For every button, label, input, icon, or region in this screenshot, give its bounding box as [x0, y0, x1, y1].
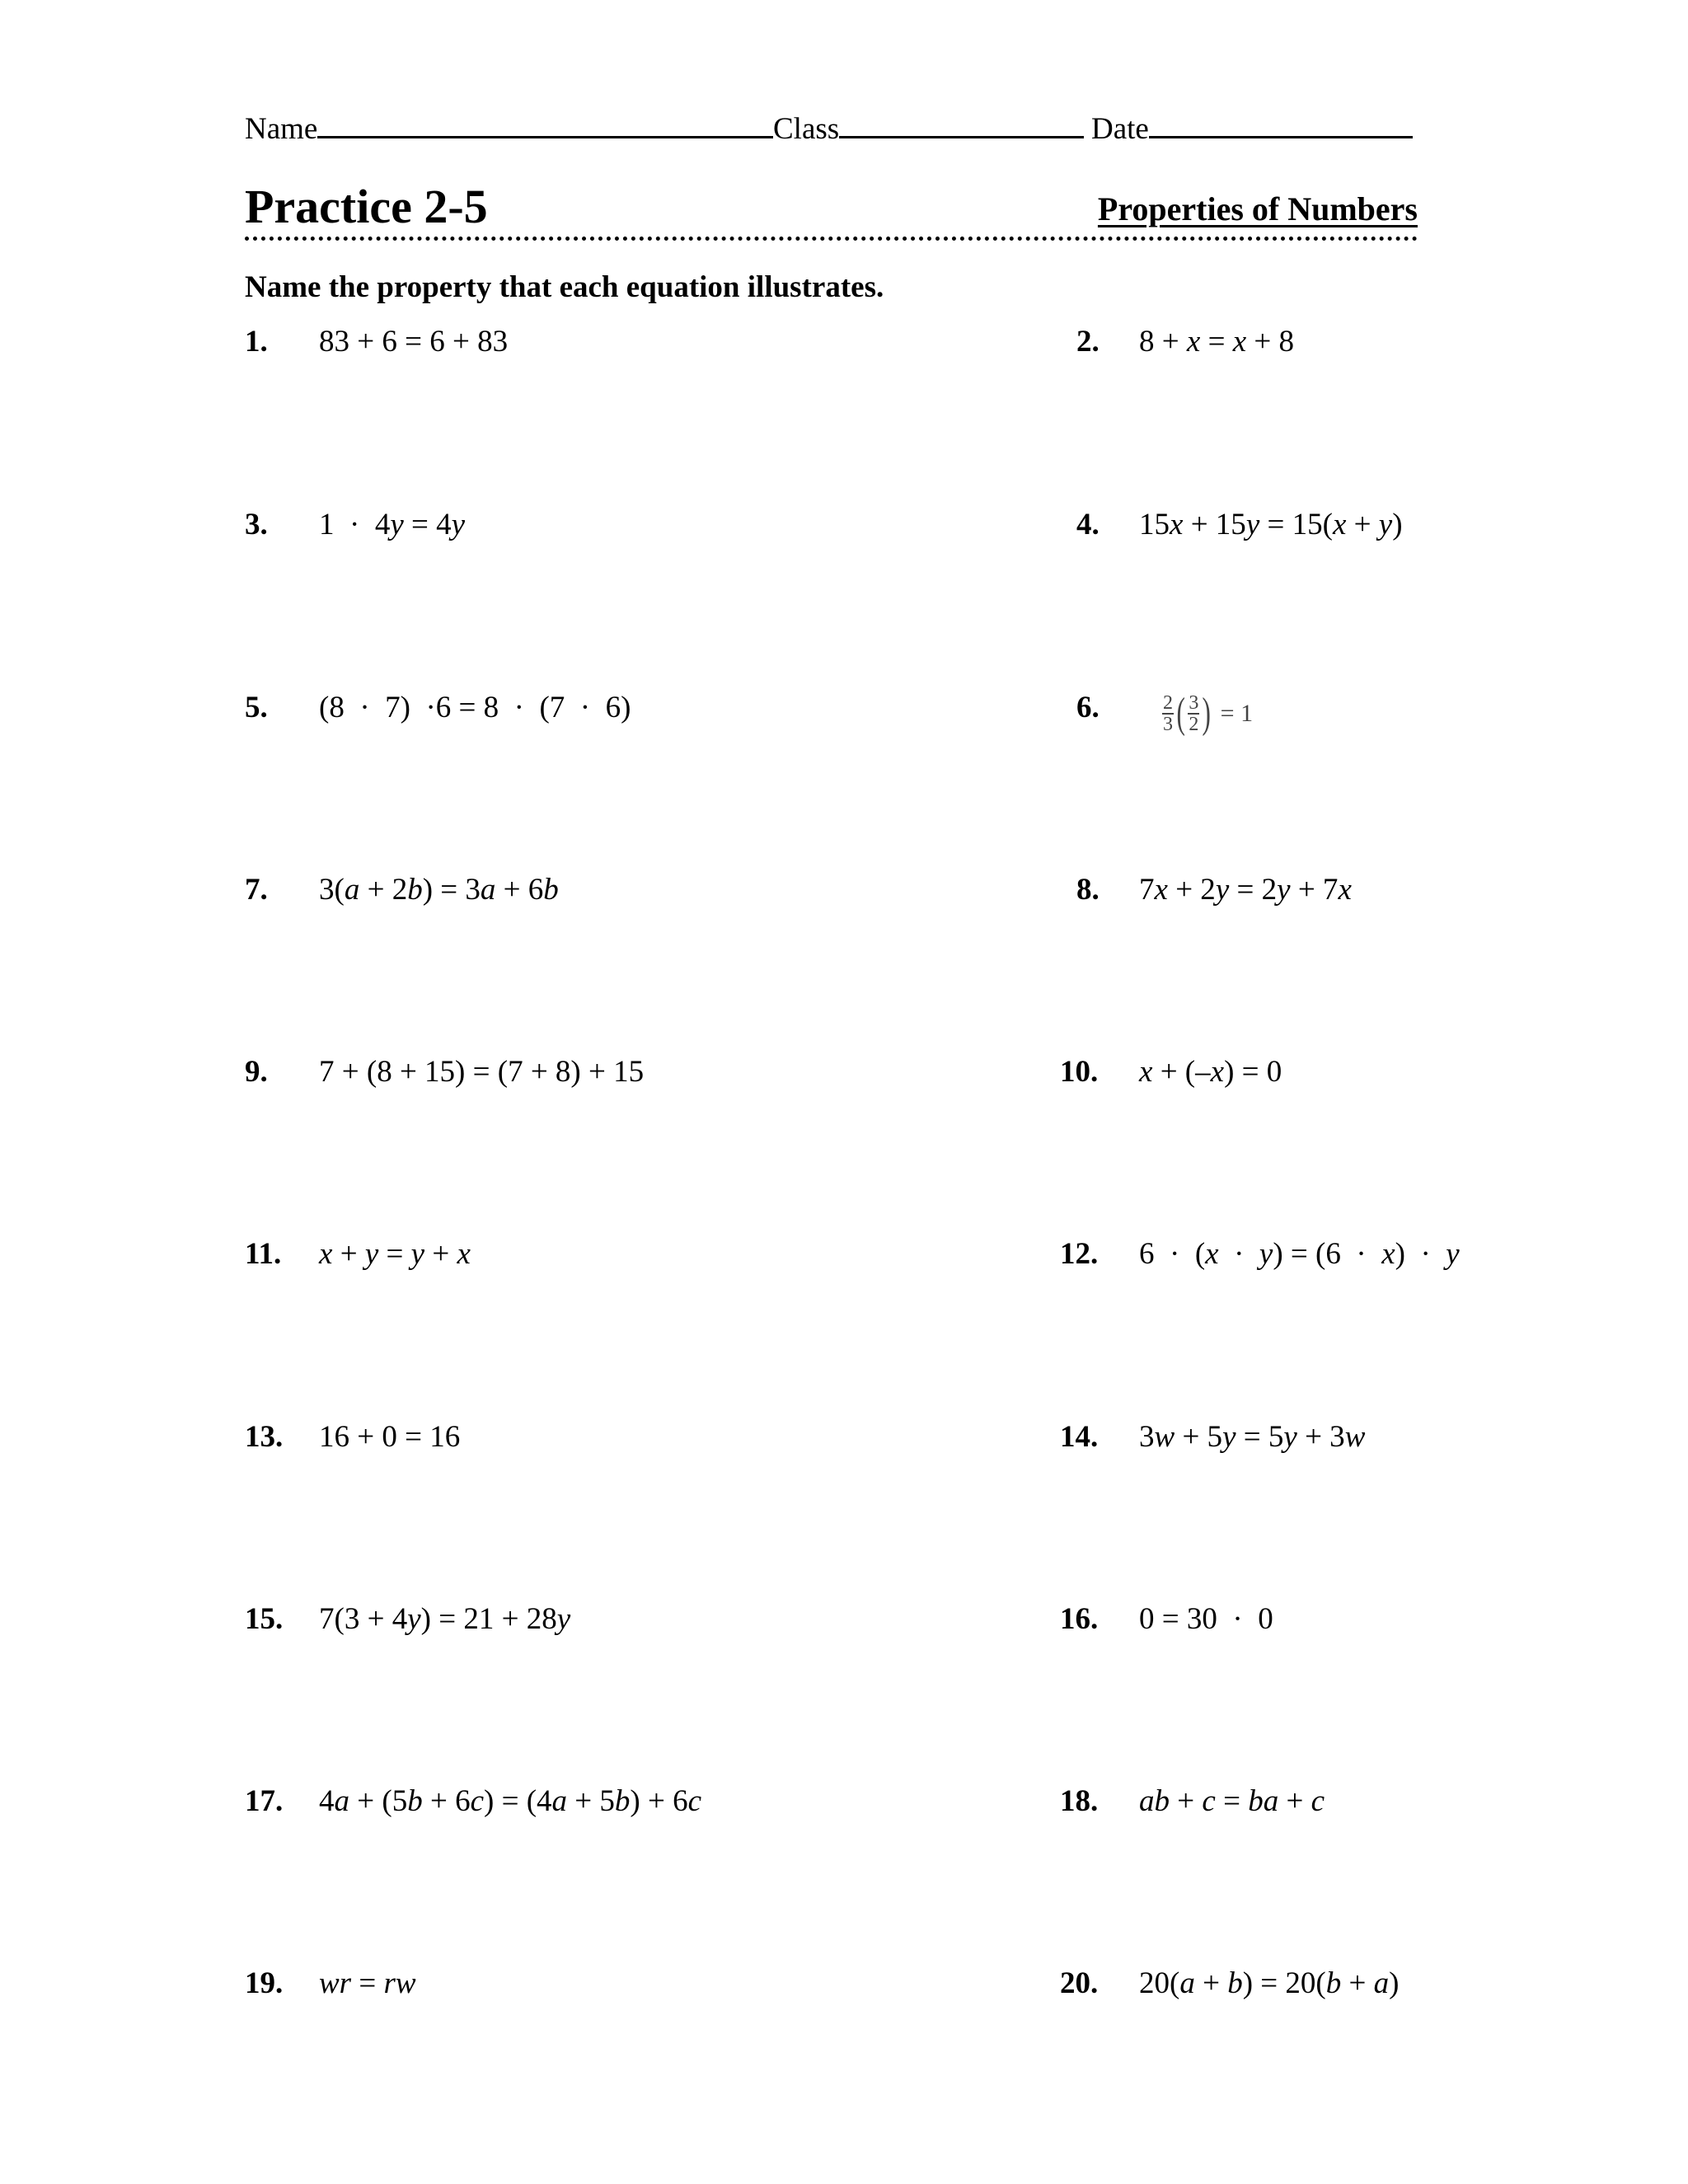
- problem-number: 10.: [1060, 1055, 1099, 1089]
- problem-number: 6.: [1076, 691, 1100, 724]
- problem-equation: 7(3 + 4y) = 21 + 28y: [319, 1602, 571, 1636]
- name-label: Name: [245, 112, 318, 146]
- problem-equation: 15x + 15y = 15(x + y): [1139, 508, 1403, 541]
- problem-equation: 4a + (5b + 6c) = (4a + 5b) + 6c: [319, 1784, 702, 1818]
- problem-equation: 7x + 2y = 2y + 7x: [1139, 873, 1352, 907]
- problem-equation: 7 + (8 + 15) = (7 + 8) + 15: [319, 1055, 645, 1089]
- problem-number: 18.: [1060, 1784, 1099, 1818]
- problem-equation: 8 + x = x + 8: [1139, 325, 1294, 359]
- problem-equation: 1 · 4y = 4y: [319, 508, 466, 541]
- problem-number: 12.: [1060, 1237, 1099, 1271]
- page-subtitle: Properties of Numbers: [1097, 190, 1418, 227]
- problem-number: 13.: [245, 1420, 284, 1454]
- instructions: Name the property that each equation illustrates.: [245, 270, 884, 304]
- date-blank-line[interactable]: [1149, 135, 1413, 138]
- problem-number: 20.: [1060, 1966, 1099, 2000]
- problem-equation: 83 + 6 = 6 + 83: [319, 325, 509, 359]
- class-blank-line[interactable]: [839, 135, 1084, 138]
- problem-equation: (8 · 7) ·6 = 8 · (7 · 6): [319, 691, 631, 724]
- problem-equation: x + (–x) = 0: [1139, 1055, 1282, 1089]
- problem-equation: 3w + 5y = 5y + 3w: [1139, 1420, 1366, 1454]
- fraction-rhs: = 1: [1220, 700, 1254, 727]
- problem-number: 15.: [245, 1602, 284, 1636]
- problem-number: 4.: [1076, 508, 1100, 541]
- class-label: Class: [773, 112, 840, 146]
- problem-number: 2.: [1076, 325, 1100, 359]
- problem-equation: [1162, 692, 1253, 743]
- problem-number: 19.: [245, 1966, 284, 2000]
- problem-equation: 0 = 30 · 0: [1139, 1602, 1273, 1636]
- problem-equation: wr = rw: [319, 1966, 416, 2000]
- page-title: Practice 2-5: [245, 180, 488, 233]
- problem-number: 9.: [245, 1055, 268, 1089]
- problem-equation: ab + c = ba + c: [1139, 1784, 1325, 1818]
- dotted-divider: [245, 237, 1418, 241]
- date-label: Date: [1091, 112, 1149, 146]
- problem-number: 5.: [245, 691, 268, 724]
- problem-number: 16.: [1060, 1602, 1099, 1636]
- name-field[interactable]: [245, 114, 773, 144]
- class-field[interactable]: [773, 114, 1084, 144]
- problem-number: 11.: [245, 1237, 282, 1271]
- problem-number: 7.: [245, 873, 268, 907]
- problem-equation: 3(a + 2b) = 3a + 6b: [319, 873, 559, 907]
- problem-number: 14.: [1060, 1420, 1099, 1454]
- date-field[interactable]: [1091, 114, 1413, 144]
- problem-number: 17.: [245, 1784, 284, 1818]
- problem-number: 3.: [245, 508, 268, 541]
- title-row: [245, 180, 1418, 239]
- problem-equation: 16 + 0 = 16: [319, 1420, 461, 1454]
- fraction-three-halves: $\frac{3}{2}$: [1189, 692, 1199, 735]
- problem-number: 1.: [245, 325, 268, 359]
- fraction-equation: $\frac{2}{3}$ ( $\frac{3}{2}$ ) = 1: [1163, 690, 1254, 737]
- problem-equation: 6 · (x · y) = (6 · x) · y: [1139, 1237, 1460, 1271]
- problem-equation: 20(a + b) = 20(b + a): [1139, 1966, 1400, 2000]
- problem-number: 8.: [1076, 873, 1100, 907]
- problem-equation: x + y = y + x: [319, 1237, 471, 1271]
- name-blank-line[interactable]: [317, 135, 773, 138]
- fraction-two-thirds: $\frac{2}{3}$: [1163, 692, 1173, 735]
